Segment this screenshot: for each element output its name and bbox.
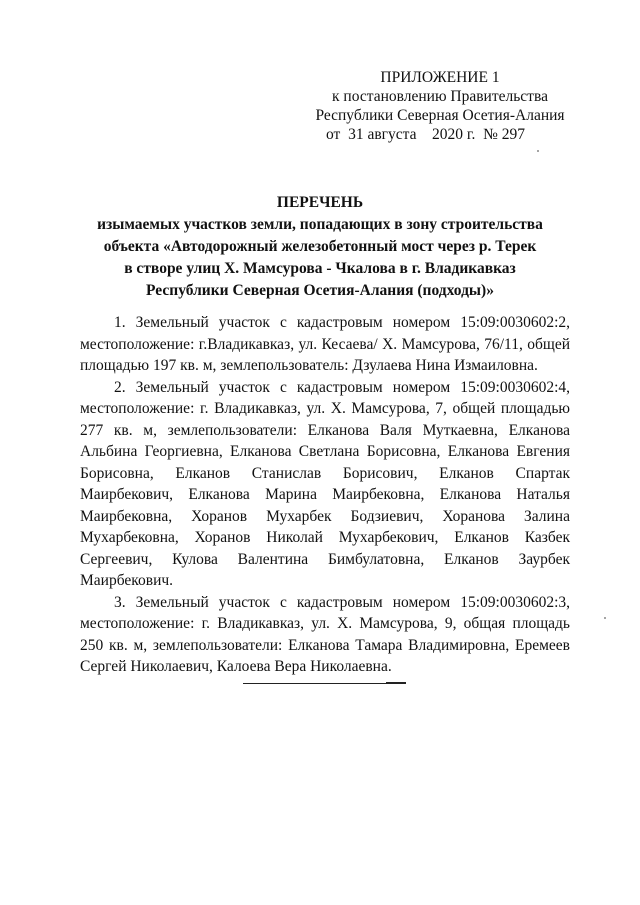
list-item-2: 2. Земельный участок с кадастровым номером 15:09:0030602:4, местоположение: г. Владикавказ, ул. Х. Мамсурова, 7, общей площадью 277 кв. м, землепользователи: Елканова Валя Муткаевна, Елканова Альбина Георгиевна, Елканова Светлана Борисовна, Елканова Евгения Борисовна, Елканов Станислав Борисович, Елканов Спартак Маирбекович, Елканова Марина Маирбековна, Елканова Наталья Маирбековна, Хоранов Мухарбек Бодзиевич, Хоранова Залина Мухарбековна, Хоранов Николай Мухарбекович, Елканов Казбек Сергеевич, Кулова Валентина Бимбулатовна, Елканов Заурбек Маирбекович. <box>80 378 570 589</box>
appendix-label: ПРИЛОЖЕНИЕ 1 <box>380 69 500 86</box>
title-line: изымаемых участков земли, попадающих в зону строительства <box>97 216 543 233</box>
republic-label: Республики Северная Осетия-Алания <box>315 107 565 124</box>
title-line: Республики Северная Осетия-Алания (подходы)» <box>146 282 494 299</box>
closing-line <box>243 683 406 684</box>
title-main: ПЕРЕЧЕНЬ <box>276 194 364 211</box>
list-item-1: 1. Земельный участок с кадастровым номером 15:09:0030602:2, местоположение: г.Владикавказ, ул. Кесаева/ Х. Мамсурова, 76/11, общей площадью 197 кв. м, землепользователь: Дзулаева Нина Измаиловна. <box>80 314 570 374</box>
document-title <box>60 192 580 302</box>
scan-speck <box>537 150 539 152</box>
appendix-header <box>300 68 580 144</box>
scan-speck <box>604 617 606 619</box>
title-line: объекта «Автодорожный железобетонный мост через р. Терек <box>103 238 537 255</box>
resolution-dateline: от 31 августа 2020 г. № 297 <box>326 126 525 143</box>
list-item-3: 3. Земельный участок с кадастровым номером 15:09:0030602:3, местоположение: г. Владикавказ, ул. Х. Мамсурова, 9, общая площадь 250 кв. м, землепользователи: Елканова Тамара Владимировна, Еремеев Сергей Николаевич, Калоева Вера Николаевна. <box>80 593 570 675</box>
land-plots-list <box>80 312 570 678</box>
title-line: в створе улиц Х. Мамсурова - Чкалова в г. Владикавказ <box>124 260 516 277</box>
resolution-label: к постановлению Правительства <box>332 88 548 105</box>
